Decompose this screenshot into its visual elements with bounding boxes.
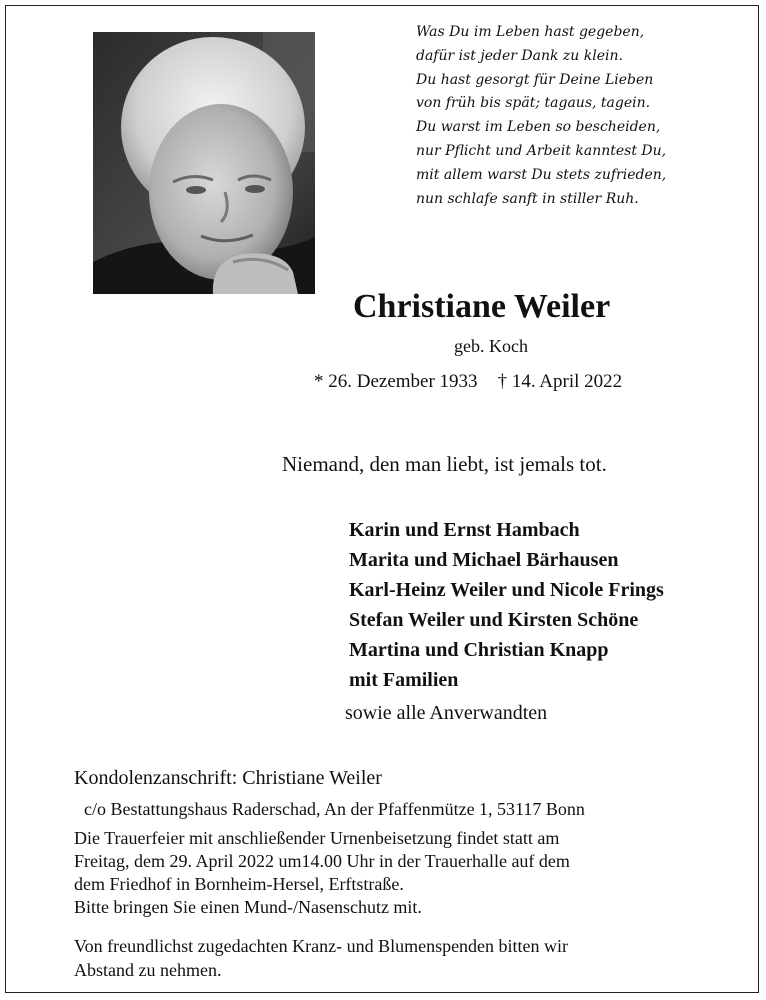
mourner-entry: mit Familien [349,669,459,691]
mourner-entry: Marita und Michael Bärhausen [349,549,619,571]
poem-line: Du warst im Leben so bescheiden, [416,119,661,136]
poem-line: nun schlafe sanft in stiller Ruh. [416,190,639,207]
request-line: Abstand zu nehmen. [74,960,222,980]
ceremony-line: Die Trauerfeier mit anschließender Urnenbeisetzung findet statt am [74,828,560,848]
flower-request [74,934,568,982]
poem-line: mit allem warst Du stets zufrieden, [416,166,667,183]
maiden-name: geb. Koch [454,336,528,356]
poem-line: Was Du im Leben hast gegeben, [416,24,645,40]
ceremony-line: dem Friedhof in Bornheim-Hersel, Erftstraße. [74,874,404,894]
relatives-line: sowie alle Anverwandten [345,702,548,724]
poem-line: dafür ist jeder Dank zu klein. [416,47,623,64]
mourner-entry: Stefan Weiler und Kirsten Schöne [349,609,639,631]
birth-date: * 26. Dezember 1933 [314,371,478,392]
mourners-list [349,515,664,695]
ceremony-info [74,827,570,919]
condolence-address: c/o Bestattungshaus Raderschad, An der Pfaffenmütze 1, 53117 Bonn [84,799,585,819]
poem-line: nur Pflicht und Arbeit kanntest Du, [416,142,667,159]
death-date: † 14. April 2022 [497,371,623,392]
mourner-entry: Karin und Ernst Hambach [349,519,580,541]
memorial-motto: Niemand, den man liebt, ist jemals tot. [282,452,607,476]
ceremony-line: Bitte bringen Sie einen Mund-/Nasenschutz mit. [74,897,422,917]
poem-line: von früh bis spät; tagaus, tagein. [416,95,651,112]
deceased-name: Christiane Weiler [353,288,611,325]
portrait-photo [93,32,315,294]
request-line: Von freundlichst zugedachten Kranz- und Blumenspenden bitten wir [74,936,569,956]
mourner-entry: Martina und Christian Knapp [349,639,609,661]
mourner-entry: Karl-Heinz Weiler und Nicole Frings [349,579,664,601]
ceremony-line: Freitag, dem 29. April 2022 um14.00 Uhr in der Trauerhalle auf dem [74,851,570,871]
life-dates [314,371,622,393]
condolence-heading: Kondolenzanschrift: Christiane Weiler [74,767,382,789]
memorial-poem [416,21,716,211]
poem-line: Du hast gesorgt für Deine Lieben [416,71,654,88]
